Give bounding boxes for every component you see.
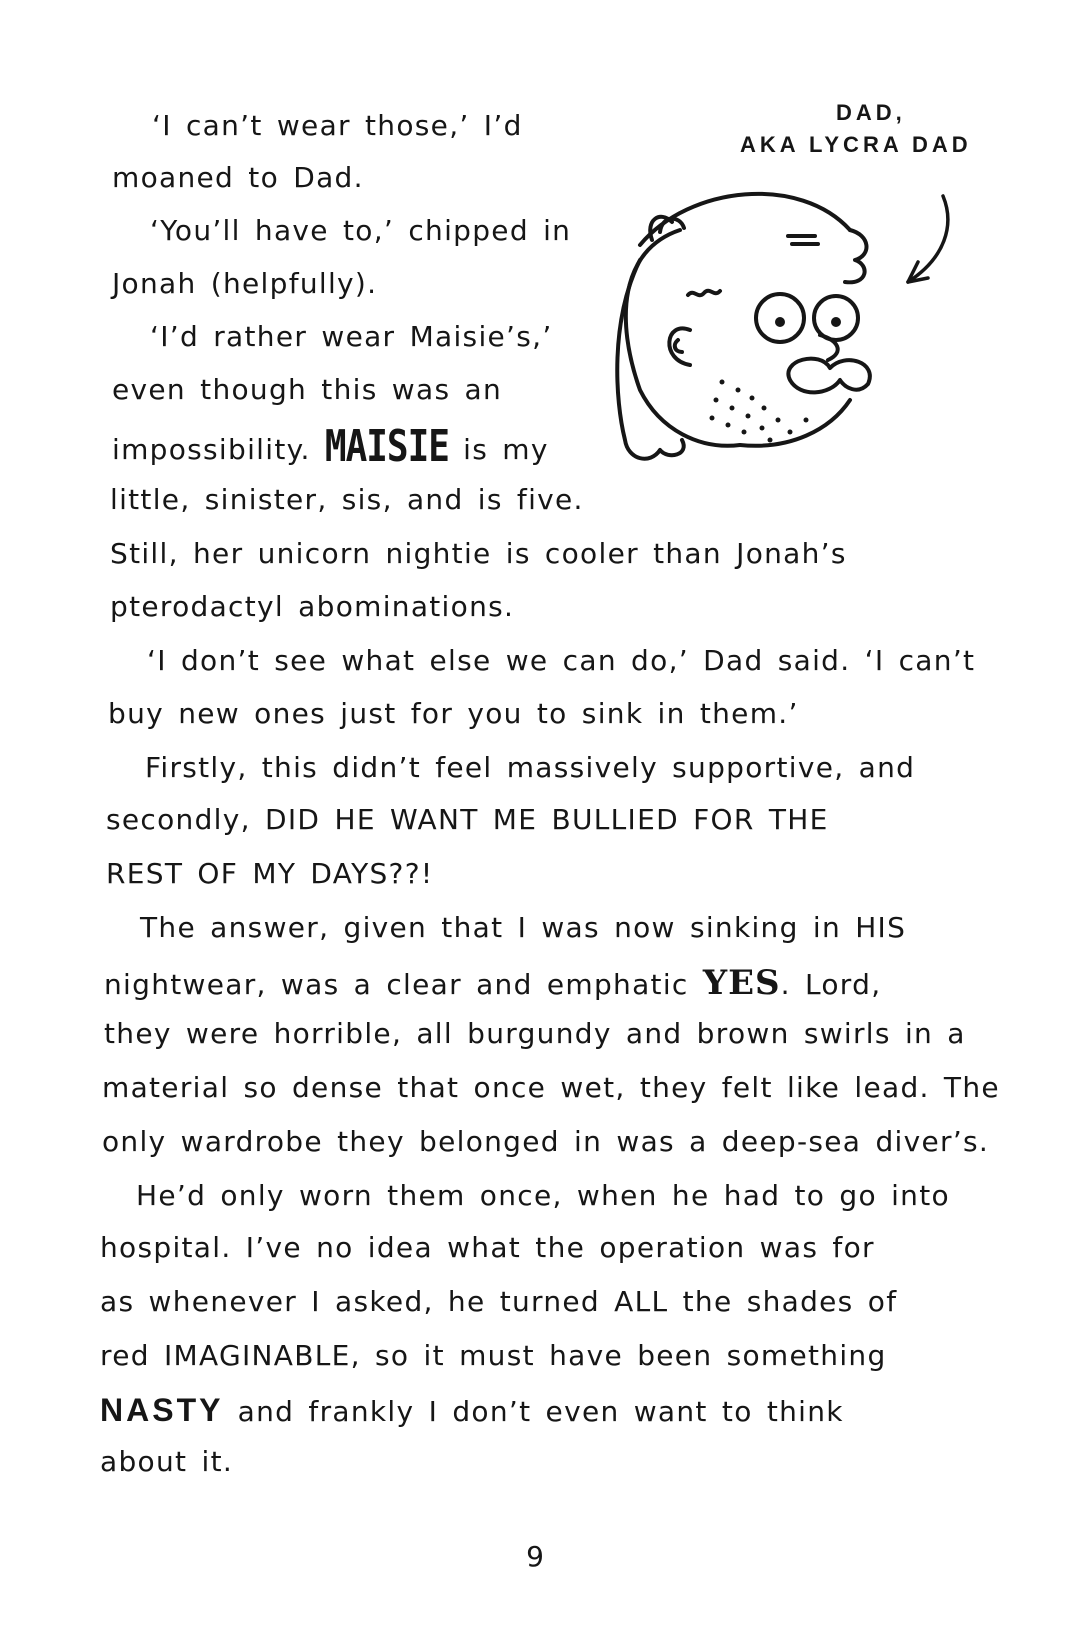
text-line: secondly, DID HE WANT ME BULLIED FOR THE xyxy=(106,803,829,836)
text-line: little, sinister, sis, and is five. xyxy=(110,483,584,516)
text-line: ‘I don’t see what else we can do,’ Dad said. ‘I can’t xyxy=(147,644,976,677)
text-line: Firstly, this didn’t feel massively supportive, and xyxy=(145,751,916,784)
text-line: ‘I can’t wear those,’ I’d xyxy=(152,109,523,142)
text-line: red IMAGINABLE, so it must have been something xyxy=(100,1339,887,1372)
emphasis-maisie: MAISIE xyxy=(324,422,449,472)
text-line: REST OF MY DAYS??! xyxy=(106,857,434,890)
curved-arrow-icon xyxy=(908,196,948,282)
text-line: He’d only worn them once, when he had to go into xyxy=(136,1179,950,1212)
text-line: about it. xyxy=(100,1445,234,1478)
text-segment: nightwear, was a clear and emphatic xyxy=(104,968,703,1001)
stubble-dots xyxy=(710,380,809,443)
text-line: they were horrible, all burgundy and brown swirls in a xyxy=(104,1017,966,1050)
text-line: as whenever I asked, he turned ALL the shades of xyxy=(100,1285,898,1318)
text-line-with-emphasis xyxy=(112,422,549,472)
text-line: even though this was an xyxy=(112,373,503,406)
page-number: 9 xyxy=(526,1540,544,1573)
text-line: ‘I’d rather wear Maisie’s,’ xyxy=(150,320,553,353)
text-line-with-emphasis xyxy=(100,1394,844,1426)
text-line: ‘You’ll have to,’ chipped in xyxy=(150,214,572,247)
text-line: Still, her unicorn nightie is cooler than Jonah’s xyxy=(110,537,847,570)
dad-face-icon xyxy=(617,194,870,459)
text-line: material so dense that once wet, they felt like lead. The xyxy=(102,1071,1000,1104)
illustration-caption-line-2: AKA LYCRA DAD xyxy=(740,132,972,157)
text-line-with-emphasis xyxy=(104,963,882,1003)
illustration-caption-line-1: DAD, xyxy=(836,100,906,125)
text-segment: and frankly I don’t even want to think xyxy=(223,1395,844,1428)
text-segment: . Lord, xyxy=(780,968,882,1001)
text-line: only wardrobe they belonged in was a deep-sea diver’s. xyxy=(102,1125,990,1158)
text-segment: is my xyxy=(448,433,549,466)
text-line: The answer, given that I was now sinking in HIS xyxy=(140,911,907,944)
text-line: pterodactyl abominations. xyxy=(110,590,515,623)
text-line: moaned to Dad. xyxy=(112,161,364,194)
text-line: Jonah (helpfully). xyxy=(112,267,378,300)
emphasis-yes: YES xyxy=(702,963,781,1003)
text-segment: impossibility. xyxy=(112,433,325,466)
text-line: buy new ones just for you to sink in them.’ xyxy=(108,697,799,730)
text-line: hospital. I’ve no idea what the operation was for xyxy=(100,1231,875,1264)
emphasis-nasty: NASTY xyxy=(100,1392,224,1428)
